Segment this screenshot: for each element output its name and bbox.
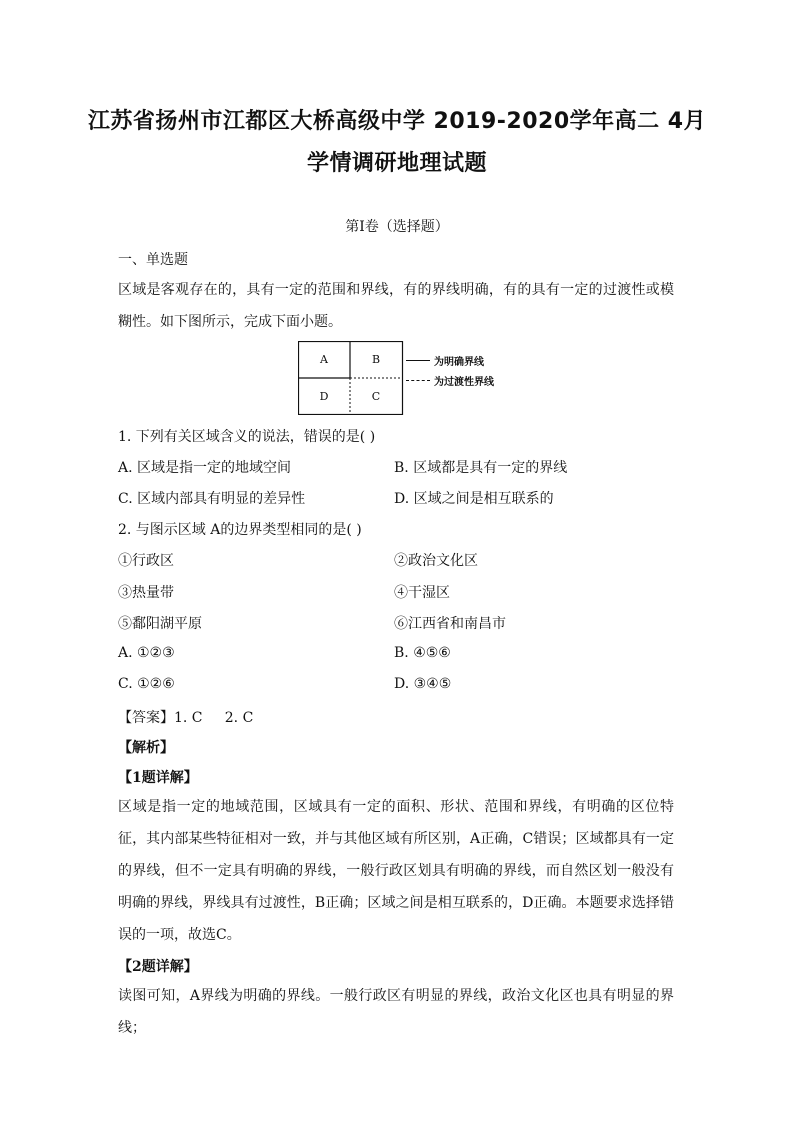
solid-line-swatch xyxy=(406,360,430,361)
legend-solid-label: 为明确界线 xyxy=(434,357,484,368)
detail-1-heading: 【1题详解】 xyxy=(118,770,198,786)
legend-dashed xyxy=(406,373,494,388)
document-title-line-1: 江苏省扬州市江都区大桥高级中学 2019-2020学年高二 4月 xyxy=(87,109,707,134)
q2-item-1: ①行政区 xyxy=(118,553,174,569)
q2-item-6: ⑥江西省和南昌市 xyxy=(394,616,506,632)
answer-line: 【答案】1. C 2. C xyxy=(118,710,254,726)
analysis-heading: 【解析】 xyxy=(118,740,174,756)
question-1-stem: 1. 下列有关区域含义的说法，错误的是( ) xyxy=(118,429,376,445)
region-b-label: B xyxy=(371,353,381,366)
q2-option-d: D. ③④⑤ xyxy=(394,676,452,692)
q2-option-b: B. ④⑤⑥ xyxy=(394,645,451,661)
q1-option-c: C. 区域内部具有明显的差异性 xyxy=(118,491,306,507)
q1-option-b: B. 区域都是具有一定的界线 xyxy=(394,460,568,476)
detail-2-paragraph: 读图可知，A界线为明确的界线。一般行政区有明显的界线，政治文化区也具有明显的界线； xyxy=(118,988,674,1036)
region-a-label: A xyxy=(320,353,328,366)
q1-option-a: A. 区域是指一定的地域空间 xyxy=(118,460,292,476)
q2-item-2: ②政治文化区 xyxy=(394,553,478,569)
question-2-stem: 2. 与图示区域 A的边界类型相同的是( ) xyxy=(118,522,362,538)
q2-item-4: ④干湿区 xyxy=(394,585,450,601)
q2-option-a: A. ①②③ xyxy=(118,645,175,661)
intro-paragraph: 区域是客观存在的，具有一定的范围和界线，有的界线明确，有的具有一定的过渡性或模糊性。如下图所示，完成下面小题。 xyxy=(118,282,674,330)
legend-dashed-label: 为过渡性界线 xyxy=(434,377,494,388)
detail-1-paragraph: 区域是指一定的地域范围，区域具有一定的面积、形状、范围和界线，有明确的区位特征，其内部某些特征相对一致，并与其他区域有所区别，A正确，C错误；区域都具有一定的界线，但不一定具有明确的界线，一般行政区划具有明确的界线，而自然区划一般没有明确的界线，界线具有过渡性，B正确；区域之间是相互联系的，D正确。本题要求选择错误的一项，故选C。 xyxy=(118,799,674,943)
dashed-line-swatch xyxy=(406,380,430,381)
region-c-label: C xyxy=(371,390,381,403)
region-boundary-diagram xyxy=(298,341,502,415)
q1-option-d: D. 区域之间是相互联系的 xyxy=(394,491,554,507)
q2-item-3: ③热量带 xyxy=(118,585,174,601)
region-d-label: D xyxy=(319,390,329,403)
q2-item-5: ⑤鄱阳湖平原 xyxy=(118,616,202,632)
part-heading: 一、单选题 xyxy=(118,252,188,268)
q2-option-c: C. ①②⑥ xyxy=(118,676,175,692)
legend-solid xyxy=(406,353,484,368)
section-heading: 第Ⅰ卷（选择题） xyxy=(345,219,449,235)
document-title-line-2: 学情调研地理试题 xyxy=(306,151,487,176)
detail-2-heading: 【2题详解】 xyxy=(118,959,198,975)
